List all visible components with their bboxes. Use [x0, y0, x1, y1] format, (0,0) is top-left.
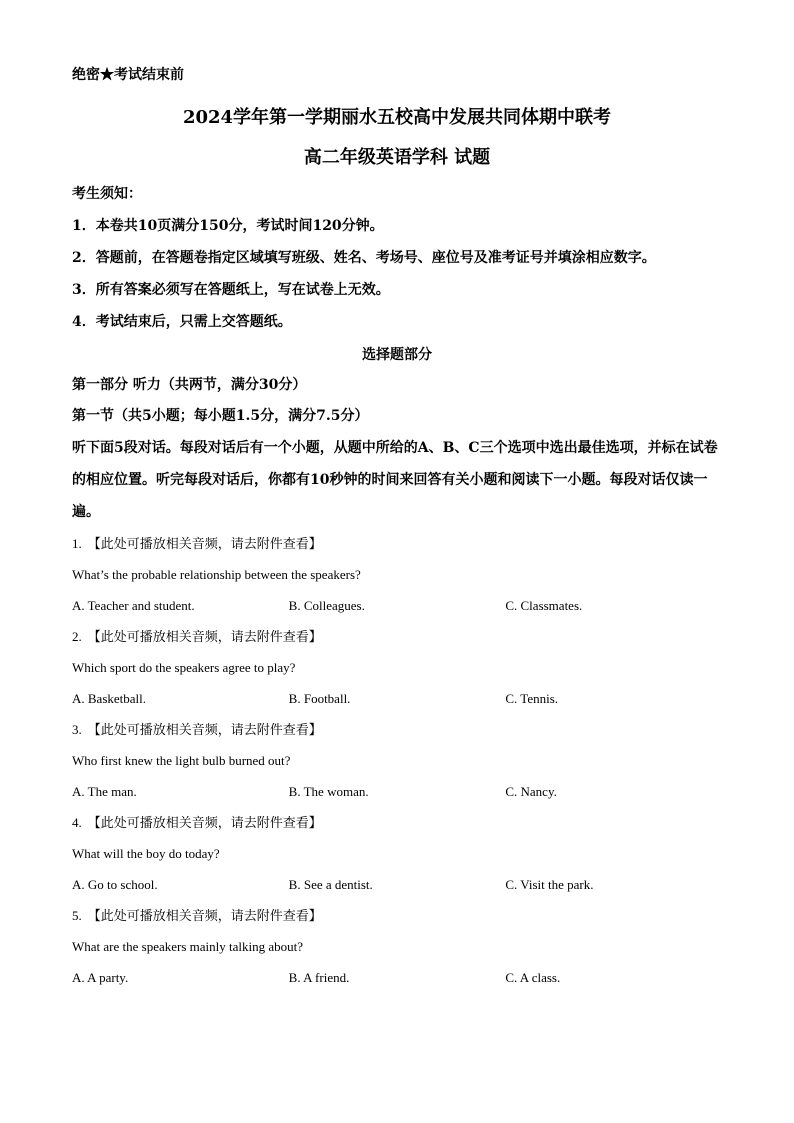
audio-placeholder-link[interactable]: 【此处可播放相关音频，请去附件查看】 — [87, 908, 322, 923]
option-a: A. Basketball. — [72, 691, 147, 706]
part-heading: 第一部分 听力（共两节，满分30分） — [72, 377, 307, 393]
question-audio-line — [72, 621, 722, 652]
confidential-label: 绝密★考试结束前 — [72, 67, 184, 83]
audio-placeholder-link[interactable]: 【此处可播放相关音频，请去附件查看】 — [87, 722, 322, 737]
audio-placeholder-link[interactable]: 【此处可播放相关音频，请去附件查看】 — [87, 536, 322, 551]
options-row — [72, 776, 722, 807]
exam-page — [72, 64, 722, 993]
options-row — [72, 683, 722, 714]
option-b: B. A friend. — [288, 970, 350, 985]
question-audio-line — [72, 807, 722, 838]
question-item — [72, 621, 722, 714]
option-b: B. See a dentist. — [288, 877, 373, 892]
question-audio-line — [72, 528, 722, 559]
options-row — [72, 962, 722, 993]
option-c: C. Nancy. — [505, 784, 557, 799]
question-number: 3. — [72, 722, 82, 737]
option-b: B. Football. — [288, 691, 351, 706]
question-item — [72, 714, 722, 807]
exam-subtitle: 高二年级英语学科 试题 — [303, 147, 491, 168]
subsection-heading: 第一节（共5小题；每小题1.5分，满分7.5分） — [72, 408, 369, 424]
section-title: 选择题部分 — [362, 347, 432, 363]
question-text: What’s the probable relationship between the speakers? — [72, 567, 361, 582]
audio-placeholder-link[interactable]: 【此处可播放相关音频，请去附件查看】 — [87, 629, 322, 644]
question-text: What will the boy do today? — [72, 846, 220, 861]
question-text: What are the speakers mainly talking about? — [72, 939, 304, 954]
options-row — [72, 869, 722, 900]
listening-instruction: 听下面5段对话。每段对话后有一个小题，从题中所给的A、B、C三个选项中选出最佳选项，并标在试卷的相应位置。听完每段对话后，你都有10秒钟的时间来回答有关小题和阅读下一小题。每段对话仅读一遍。 — [72, 440, 718, 520]
note-item: 3．所有答案必须写在答题纸上，写在试卷上无效。 — [72, 282, 390, 298]
option-c: C. Visit the park. — [505, 877, 594, 892]
question-number: 2. — [72, 629, 82, 644]
question-number: 5. — [72, 908, 82, 923]
question-item — [72, 807, 722, 900]
option-b: B. Colleagues. — [288, 598, 365, 613]
option-a: A. The man. — [72, 784, 137, 799]
notes-heading: 考生须知： — [72, 186, 142, 202]
question-item — [72, 900, 722, 993]
question-audio-line — [72, 714, 722, 745]
option-a: A. Go to school. — [72, 877, 158, 892]
question-audio-line — [72, 900, 722, 931]
question-number: 1. — [72, 536, 82, 551]
note-item: 2．答题前，在答题卷指定区域填写班级、姓名、考场号、座位号及准考证号并填涂相应数字。 — [72, 250, 656, 266]
option-c: C. Tennis. — [505, 691, 559, 706]
exam-title: 2024学年第一学期丽水五校高中发展共同体期中联考 — [182, 107, 612, 128]
option-c: C. A class. — [505, 970, 561, 985]
question-number: 4. — [72, 815, 82, 830]
audio-placeholder-link[interactable]: 【此处可播放相关音频，请去附件查看】 — [87, 815, 322, 830]
note-item: 4．考试结束后，只需上交答题纸。 — [72, 314, 292, 330]
option-b: B. The woman. — [288, 784, 369, 799]
note-item: 1．本卷共10页满分150分，考试时间120分钟。 — [72, 218, 384, 234]
question-text: Who first knew the light bulb burned out? — [72, 753, 291, 768]
option-a: A. A party. — [72, 970, 129, 985]
question-item — [72, 528, 722, 621]
question-text: Which sport do the speakers agree to play? — [72, 660, 296, 675]
option-c: C. Classmates. — [505, 598, 583, 613]
options-row — [72, 590, 722, 621]
option-a: A. Teacher and student. — [72, 598, 195, 613]
